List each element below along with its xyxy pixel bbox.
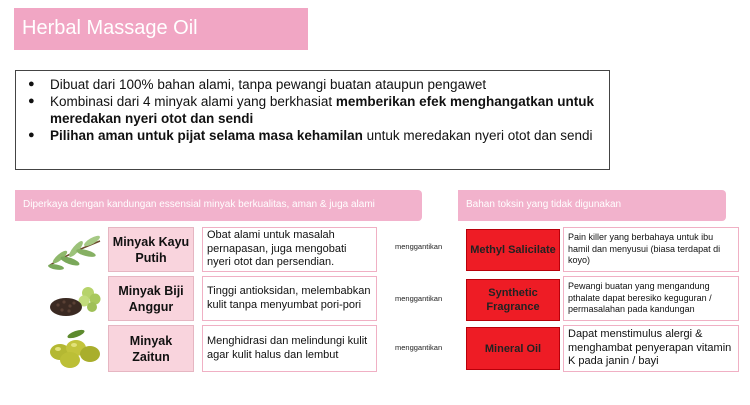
grapeseed-icon	[46, 279, 104, 321]
section-header-toxins: Bahan toksin yang tidak digunakan	[458, 190, 726, 221]
section-header-ingredients: Diperkaya dengan kandungan essensial minyak berkualitas, aman & juga alami	[15, 190, 422, 221]
toxin-name: Mineral Oil	[466, 327, 560, 370]
toxin-description: Pain killer yang berbahaya untuk ibu hamil dan menyusui (biasa terdapat di koyo)	[563, 227, 739, 272]
toxin-description: Pewangi buatan yang mengandung pthalate dapat beresiko keguguran / permasalahan pada kandungan	[563, 276, 739, 321]
replaces-label: menggantikan	[395, 242, 443, 251]
ingredient-description: Menghidrasi dan melindungi kulit agar kulit halus dan lembut	[202, 325, 377, 372]
olive-icon	[46, 328, 104, 370]
replaces-label: menggantikan	[395, 294, 443, 303]
toxin-name: Methyl Salicilate	[466, 229, 560, 271]
benefit-item: ● Kombinasi dari 4 minyak alami yang berkhasiat memberikan efek menghangatkan untuk meredakan nyeri otot dan sendi	[26, 93, 599, 127]
toxin-description: Dapat menstimulus alergi & menghambat penyerapan vitamin K pada janin / bayi	[563, 325, 739, 372]
benefit-item: ● Dibuat dari 100% bahan alami, tanpa pewangi buatan ataupun pengawet	[26, 76, 599, 93]
benefits-box	[15, 70, 610, 170]
page-title: Herbal Massage Oil	[22, 17, 198, 39]
toxin-name: Synthetic Fragrance	[466, 279, 560, 321]
ingredient-name: Minyak Zaitun	[108, 325, 194, 372]
ingredient-description: Obat alami untuk masalah pernapasan, juga mengobati nyeri otot dan persendian.	[202, 227, 377, 272]
replaces-label: menggantikan	[395, 343, 443, 352]
benefits-list	[26, 76, 599, 144]
ingredient-description: Tinggi antioksidan, melembabkan kulit tanpa menyumbat pori-pori	[202, 276, 377, 321]
benefit-item: ● Pilihan aman untuk pijat selama masa kehamilan untuk meredakan nyeri otot dan sendi	[26, 127, 599, 144]
eucalyptus-leaf-icon	[46, 231, 104, 273]
ingredient-name: Minyak Biji Anggur	[108, 276, 194, 321]
title-banner	[14, 8, 308, 50]
ingredient-name: Minyak Kayu Putih	[108, 227, 194, 272]
